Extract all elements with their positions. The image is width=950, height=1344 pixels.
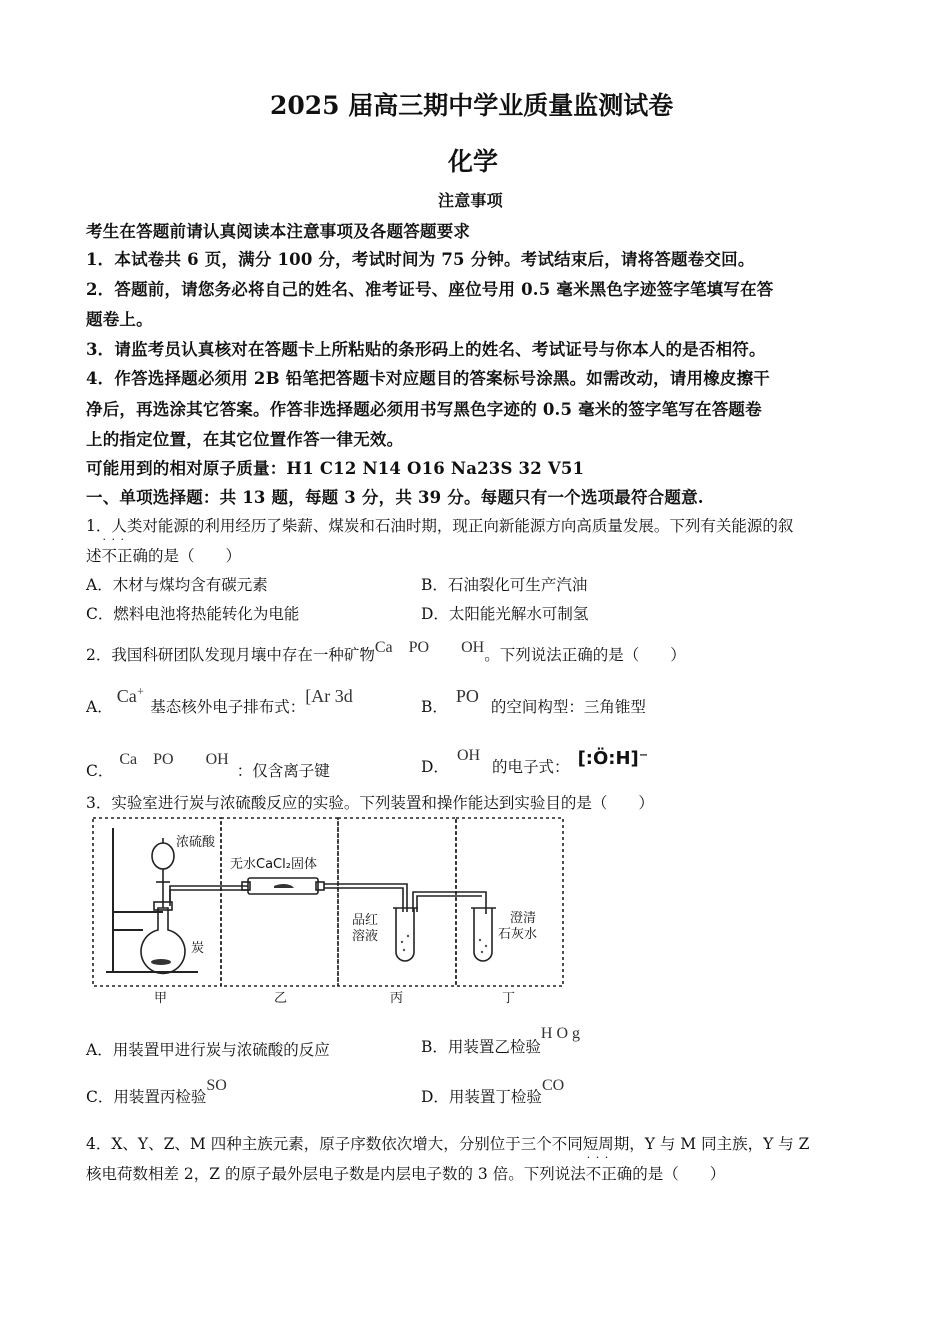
- q4-emphasis: · · · 不正确: [586, 1162, 633, 1184]
- q4-stem-pre: 核电荷数相差 2，Z 的原子最外层电子数是内层电子数的 3 倍。下列说法: [86, 1165, 586, 1183]
- q2-c-text: ：仅含离子键: [236, 762, 330, 780]
- q2-a-config: [Ar 3d: [305, 686, 353, 706]
- separatory-funnel: [152, 843, 174, 869]
- q2-d-label: D．: [421, 758, 449, 776]
- q2-a-charge: +: [136, 687, 145, 697]
- subject-title: 化学: [448, 147, 499, 176]
- label-lime-line1: 澄清: [510, 911, 537, 926]
- label-box-ding: 丁: [502, 991, 516, 1006]
- q2-d-ion: OH: [456, 747, 481, 764]
- q1-stem-post: 的是（ ）: [148, 547, 242, 565]
- q3-option-d: [421, 1076, 564, 1107]
- q2-option-a: [86, 686, 353, 717]
- notice-item-2a: 2．答题前，请您务必将自己的姓名、准考证号、座位号用 0.5 毫米黑色字迹签字笔填写在答: [86, 280, 774, 299]
- apparatus-box-bing: [338, 818, 456, 986]
- label-box-yi: 乙: [274, 991, 288, 1006]
- q1-option-c: C．燃料电池将热能转化为电能: [86, 605, 300, 623]
- q2-d-text: 的电子式：: [492, 758, 570, 776]
- q2-stem-post: 。下列说法正确的是（ ）: [484, 646, 686, 664]
- label-box-jia: 甲: [154, 991, 168, 1006]
- apparatus-box-ding: [456, 818, 563, 986]
- notice-item-3: 3．请监考员认真核对在答题卡上所粘贴的条形码上的姓名、考试证号与你本人的是否相符。: [86, 340, 766, 359]
- q3-b-formula: H O g: [540, 1025, 581, 1042]
- q1-option-a: A．木材与煤均含有碳元素: [86, 576, 268, 594]
- carbon-sample: [151, 959, 171, 965]
- section-heading: 一、单项选择题：共 13 题，每题 3 分，共 39 分。每题只有一个选项最符合题意.: [86, 488, 704, 507]
- label-box-bing: 丙: [390, 991, 404, 1006]
- test-tube-lime-water: [474, 908, 492, 961]
- q1-option-b: B．石油裂化可生产汽油: [421, 576, 588, 594]
- q1-stem-pre: 述: [86, 547, 102, 565]
- label-carbon: 炭: [191, 941, 205, 956]
- q3-option-c: [86, 1076, 227, 1107]
- label-pinhong-line2: 溶液: [352, 929, 379, 944]
- q3-b-text: B．用装置乙检验: [421, 1038, 541, 1056]
- q2-a-label: A．: [86, 698, 113, 716]
- q3-d-formula: CO: [541, 1077, 565, 1094]
- q2-b-text: 的空间构型：三角锥型: [490, 698, 646, 716]
- notice-item-4a: 4．作答选择题必须用 2B 铅笔把答题卡对应题目的答案标号涂黑。如需改动，请用橡皮擦干: [86, 369, 770, 388]
- q2-option-d: [421, 746, 648, 777]
- q4-stem-post: 的是（ ）: [632, 1165, 726, 1183]
- q1-stem-line1: 1．人类对能源的利用经历了柴薪、煤炭和石油时期，现正向新能源方向高质量发展。下列有关能源的叙: [86, 517, 794, 535]
- q2-option-b: [421, 686, 646, 717]
- notice-item-4c: 上的指定位置，在其它位置作答一律无效。: [86, 430, 404, 449]
- notice-item-4b: 净后，再选涂其它答案。作答非选择题必须用书写黑色字迹的 0.5 毫米的签字笔写在答题卷: [86, 400, 762, 419]
- notice-title: 注意事项: [438, 191, 503, 210]
- notice-item-2b: 题卷上。: [86, 310, 153, 329]
- q1-option-d: D．太阳能光解水可制氢: [421, 605, 589, 623]
- q2-option-c: [86, 746, 330, 781]
- q2-b-label: B．: [421, 698, 448, 716]
- test-tube-pinhong: [396, 908, 414, 961]
- q4-stem-line2: [86, 1162, 725, 1184]
- q2-a-ion: Ca: [116, 686, 137, 706]
- q3-d-text: D．用装置丁检验: [421, 1088, 542, 1106]
- notice-item-1: 1．本试卷共 6 页，满分 100 分，考试时间为 75 分钟。考试结束后，请将答题卷交回。: [86, 250, 755, 269]
- label-pinhong-line1: 品红: [352, 913, 379, 928]
- q2-d-lewis-structure: [:Ö:H]⁻: [577, 748, 649, 769]
- q1-stem-line2: [86, 544, 241, 566]
- notice-intro: 考生在答题前请认真阅读本注意事项及各题答题要求: [86, 222, 471, 241]
- q2-c-label: C．: [86, 762, 114, 780]
- q2-mineral-formula: Ca PO OH: [374, 639, 485, 656]
- q2-b-ion: PO: [455, 686, 479, 706]
- q3-option-b: [421, 1024, 580, 1057]
- label-anhydrous-cacl2: 无水CaCl₂固体: [230, 857, 317, 872]
- q3-apparatus-figure: [88, 812, 568, 1012]
- q2-stem: [86, 634, 686, 665]
- label-concentrated-sulfuric-acid: 浓硫酸: [176, 835, 216, 850]
- q2-c-formula: Ca PO OH: [119, 751, 229, 768]
- q4-stem-line1: 4．X、Y、Z、M 四种主族元素，原子序数依次增大，分别位于三个不同短周期，Y 与 M 同主族，Y 与 Z: [86, 1135, 810, 1153]
- label-lime-line2: 石灰水: [498, 927, 538, 942]
- atomic-mass: 可能用到的相对原子质量：H1 C12 N14 O16 Na23S 32 V51: [86, 459, 585, 478]
- q1-emphasis: · · · 不正确: [102, 544, 149, 566]
- q3-option-a: A．用装置甲进行炭与浓硫酸的反应: [86, 1041, 330, 1059]
- q3-stem: 3．实验室进行炭与浓硫酸反应的实验。下列装置和操作能达到实验目的是（ ）: [86, 794, 654, 812]
- q3-c-formula: SO: [206, 1077, 227, 1094]
- q2-a-text: 基态核外电子排布式：: [150, 698, 306, 716]
- apparatus-box-yi: [221, 818, 338, 986]
- q3-c-text: C．用装置丙检验: [86, 1088, 207, 1106]
- exam-title: 2025 届高三期中学业质量监测试卷: [270, 91, 674, 120]
- q2-stem-pre: 2．我国科研团队发现月壤中存在一种矿物: [86, 646, 375, 664]
